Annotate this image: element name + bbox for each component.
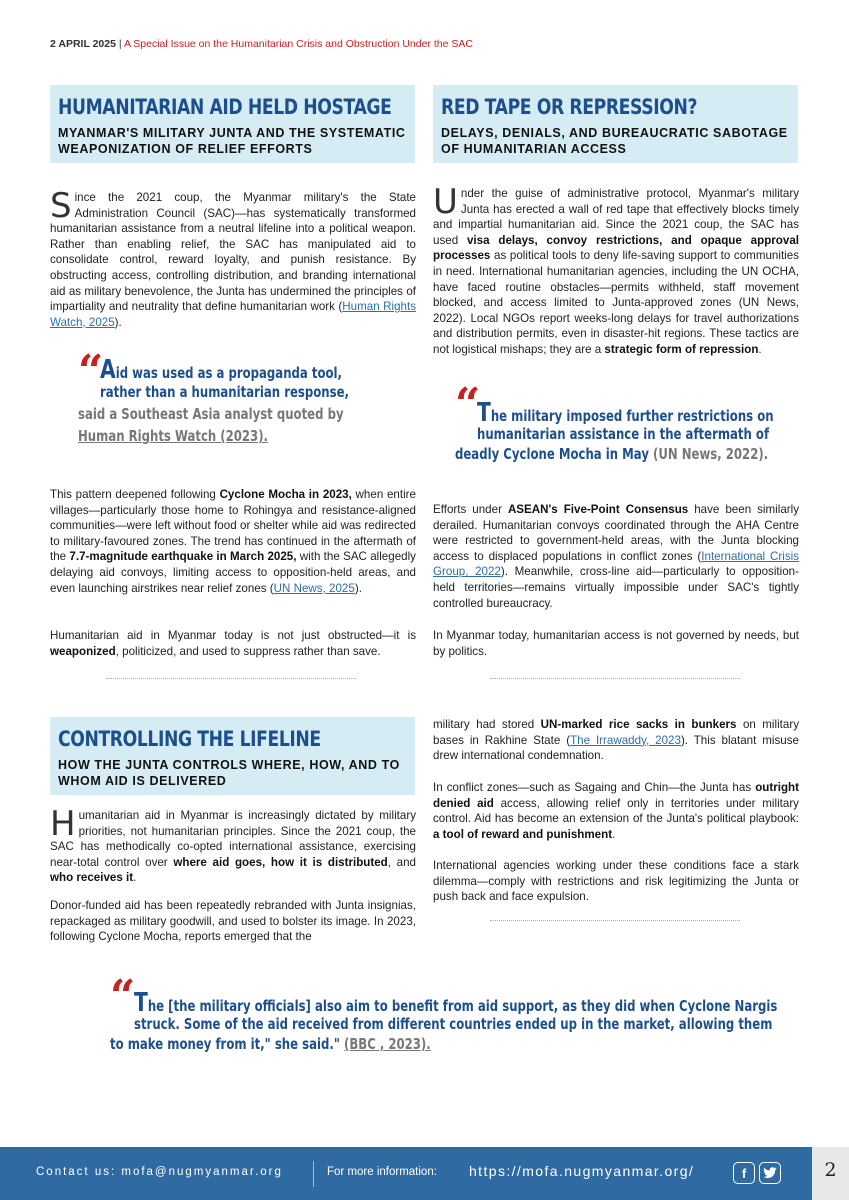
paragraph-text: military had stored xyxy=(433,718,541,731)
bold-text: who receives it xyxy=(50,871,134,885)
paragraph-text: Efforts under xyxy=(433,503,508,516)
issue-header xyxy=(50,38,473,50)
more-info-label: For more information: xyxy=(327,1166,437,1178)
bold-text: a tool of reward and punishment xyxy=(433,827,613,841)
issue-topic: on the Humanitarian Crisis and Obstruction Under the SAC xyxy=(198,38,473,50)
page-footer xyxy=(0,1147,812,1200)
section3-paragraph-2 xyxy=(50,898,416,945)
paragraph-text: nder the guise of administrative protocol, Myanmar's military Junta has erected a wall of red tape that effectively blocks timely and impartial humanitarian aid. Since the 2021 coup, the SAC has used xyxy=(433,187,799,247)
link-crisis-group-2022[interactable]: International Crisis Group, 2022 xyxy=(433,549,799,579)
quote-line xyxy=(100,355,343,385)
section-banner xyxy=(50,717,415,795)
quote-cap: T xyxy=(477,398,491,428)
quote-line: humanitarian assistance in the aftermath of xyxy=(477,425,770,443)
bold-text: where aid goes, how it is distributed xyxy=(173,855,388,869)
page-number: 2 xyxy=(824,1159,837,1181)
bold-text: weaponized xyxy=(50,644,116,658)
divider xyxy=(106,678,356,679)
social-icons xyxy=(733,1162,781,1184)
paragraph-text: In Myanmar today, humanitarian access is not governed by needs, but by politics. xyxy=(433,629,799,658)
drop-cap: S xyxy=(50,186,72,226)
quote-line: rather than a humanitarian response, xyxy=(100,383,349,401)
quote-line: struck. Some of the aid received from different countries ended up in the market, allowing them xyxy=(134,1015,773,1033)
quote-mark-icon: “ xyxy=(78,346,104,397)
quote-line: said a Southeast Asia analyst quoted by xyxy=(78,405,344,423)
quote-text: he [the military officials] also aim to benefit from aid support, as they did when Cyclone Nargis xyxy=(147,997,778,1015)
bold-text: Cyclone Mocha in 2023, xyxy=(219,488,352,501)
quote-source: (UN News, 2022). xyxy=(653,445,769,463)
paragraph-text: ). xyxy=(114,315,122,329)
section-title: RED TAPE OR REPRESSION? xyxy=(441,95,698,119)
section2-paragraph-3 xyxy=(433,628,799,659)
bold-text: UN-marked rice sacks in bunkers xyxy=(540,718,737,731)
paragraph-text: when entire villages—particularly those home to Rohingya and resistance-aligned communities—were left without food or shelter while aid was redirected to military-favoured zones. The trend has continued in the aftermath of the xyxy=(50,488,416,564)
issue-date: 2 APRIL 2025 xyxy=(50,38,116,50)
page-number-box xyxy=(812,1147,849,1200)
paragraph-text: on military bases in Rakhine State ( xyxy=(433,718,799,747)
quote-text: id was used as a propaganda tool, xyxy=(115,364,343,382)
paragraph-text: . xyxy=(758,342,762,356)
section1-paragraph-1 xyxy=(50,186,416,330)
quote-line xyxy=(455,446,768,463)
paragraph-text: This pattern deepened following xyxy=(50,488,220,501)
quote-cap: A xyxy=(100,355,116,385)
quote-cap: T xyxy=(134,988,148,1018)
paragraph-text: , politicized, and used to suppress rather than save. xyxy=(115,644,381,658)
paragraph-text: have been similarly derailed. Humanitarian convoys coordinated through the AHA Centre were restricted to government-held areas, with the Junta blocking access to displaced populations in conflict zones ( xyxy=(433,503,799,563)
paragraph-text: ). This blatant misuse drew international condemnation. xyxy=(433,733,799,763)
section3-paragraph-1 xyxy=(50,804,417,886)
link-un-news-2025[interactable]: UN News, 2025 xyxy=(273,581,355,595)
section1-paragraph-2 xyxy=(50,487,416,596)
paragraph-text: with the SAC allegedly delaying aid convoys, limiting access to opposition-held areas, and even launching airstrikes near relief zones ( xyxy=(50,550,416,595)
quote-source-link[interactable]: (BBC , 2023). xyxy=(344,1035,431,1053)
section3-paragraph-3 xyxy=(433,717,799,764)
section-subtitle: MYANMAR'S MILITARY JUNTA AND THE SYSTEMATIC WEAPONIZATION OF RELIEF EFFORTS xyxy=(58,126,406,156)
paragraph-text: ). Meanwhile, cross-line aid—particularly to opposition-held territories—remains virtually impossible under SAC's tightly controlled bureaucracy. xyxy=(433,565,799,610)
quote-text: he military imposed further restrictions on xyxy=(490,407,774,425)
paragraph-text: . xyxy=(612,827,616,841)
paragraph-text: ). xyxy=(354,581,362,595)
paragraph-text: ince the 2021 coup, the Myanmar military's the State Administration Council (SAC)—has systematically transformed humanitarian assistance from a neutral lifeline into a political weapon. Rather than enabling relief, the SAC has manipulated aid to consolidate control, reward loyalty, and punish resistance. By obstructing access, controlling distribution, and branding international aid as military benevolence, the Junta has undermined the principles of impartiality and neutrality that define humanitarian work ( xyxy=(50,191,416,314)
quote-text: to make money from it," she said." xyxy=(110,1035,340,1053)
quote-mark-icon: “ xyxy=(455,379,481,430)
paragraph-text: Donor-funded aid has been repeatedly rebranded with Junta insignias, repackaged as military goodwill, and used to bolster its image. In 2023, following Cyclone Mocha, reports emerged that the xyxy=(50,899,416,944)
section1-paragraph-3 xyxy=(50,628,416,659)
link-hrw-2025[interactable]: Human Rights Watch, 2025 xyxy=(50,300,416,329)
paragraph-text: umanitarian aid in Myanmar is increasingly dictated by military priorities, not humanitarian principles. Since the 2021 coup, the SAC has methodically co-opted international assistance, exercising near-total control over xyxy=(50,809,416,869)
paragraph-text: . xyxy=(133,871,137,885)
header-separator: | xyxy=(118,38,122,50)
bold-text: outright denied aid xyxy=(433,781,799,810)
section3-paragraph-5 xyxy=(433,858,799,905)
footer-separator xyxy=(313,1161,314,1187)
drop-cap: H xyxy=(50,804,76,844)
quote-source-link[interactable]: Human Rights Watch (2023). xyxy=(78,427,268,445)
contact-email[interactable]: Contact us: mofa@nugmyanmar.org xyxy=(36,1166,283,1178)
section3-paragraph-4 xyxy=(433,780,799,842)
section-banner xyxy=(433,85,798,163)
quote-text: deadly Cyclone Mocha in May xyxy=(455,445,649,463)
facebook-icon[interactable]: f xyxy=(733,1162,755,1184)
section-aid-held-hostage xyxy=(50,85,415,163)
quote-line xyxy=(110,1036,431,1053)
pull-quote-3 xyxy=(110,971,778,1055)
twitter-icon[interactable] xyxy=(759,1162,781,1184)
website-link[interactable]: https://mofa.nugmyanmar.org/ xyxy=(469,1163,695,1179)
quote-mark-icon: “ xyxy=(110,971,136,1022)
special-issue-label: A Special Issue xyxy=(123,38,196,50)
bold-text: strategic form of repression xyxy=(604,342,759,356)
section-title: CONTROLLING THE LIFELINE xyxy=(58,727,321,751)
paragraph-text: access, allowing relief only in territories under military control. Aid has become an extension of the Junta's political playbook: xyxy=(433,796,799,826)
pull-quote-1 xyxy=(78,346,408,452)
paragraph-text: as political tools to deny life-saving support to communities in need. International humanitarian agencies, including the UN OCHA, have faced routine obstacles—permits withheld, staff movement blocked, and access limited to Junta-approved zones (UN News, 2022). Local NGOs report weeks-long delays for travel authorizations and distribution permits, even in disaster-hit regions. These tactics are not logistical mishaps; they are a xyxy=(433,249,799,356)
section2-paragraph-2 xyxy=(433,502,799,611)
bold-text: ASEAN's Five-Point Consensus xyxy=(507,503,689,516)
drop-cap: U xyxy=(433,182,458,222)
pull-quote-2 xyxy=(455,379,785,465)
section2-paragraph-1 xyxy=(433,182,799,358)
divider xyxy=(490,920,740,921)
section-subtitle: DELAYS, DENIALS, AND BUREAUCRATIC SABOTAGE OF HUMANITARIAN ACCESS xyxy=(441,126,788,156)
paragraph-text: , and xyxy=(387,855,417,869)
divider xyxy=(490,678,740,679)
link-irrawaddy-2023[interactable]: The Irrawaddy, 2023 xyxy=(570,733,681,747)
paragraph-text: International agencies working under these conditions face a stark dilemma—comply with restrictions and risk legitimizing the Junta or push back and face expulsion. xyxy=(433,859,799,904)
section-red-tape xyxy=(433,85,798,163)
section-controlling-lifeline xyxy=(50,717,415,795)
section-subtitle: HOW THE JUNTA CONTROLS WHERE, HOW, AND TO WHOM AID IS DELIVERED xyxy=(58,758,400,788)
bold-text: visa delays, convoy restrictions, and opaque approval processes xyxy=(433,233,799,263)
quote-line xyxy=(134,988,778,1018)
section-banner xyxy=(50,85,415,163)
bold-text: 7.7-magnitude earthquake in March 2025, xyxy=(69,550,297,564)
quote-line xyxy=(477,398,774,428)
section-title: HUMANITARIAN AID HELD HOSTAGE xyxy=(58,95,392,119)
paragraph-text: Humanitarian aid in Myanmar today is not just obstructed—it is xyxy=(50,629,416,642)
paragraph-text: In conflict zones—such as Sagaing and Chin—the Junta has xyxy=(433,781,756,794)
